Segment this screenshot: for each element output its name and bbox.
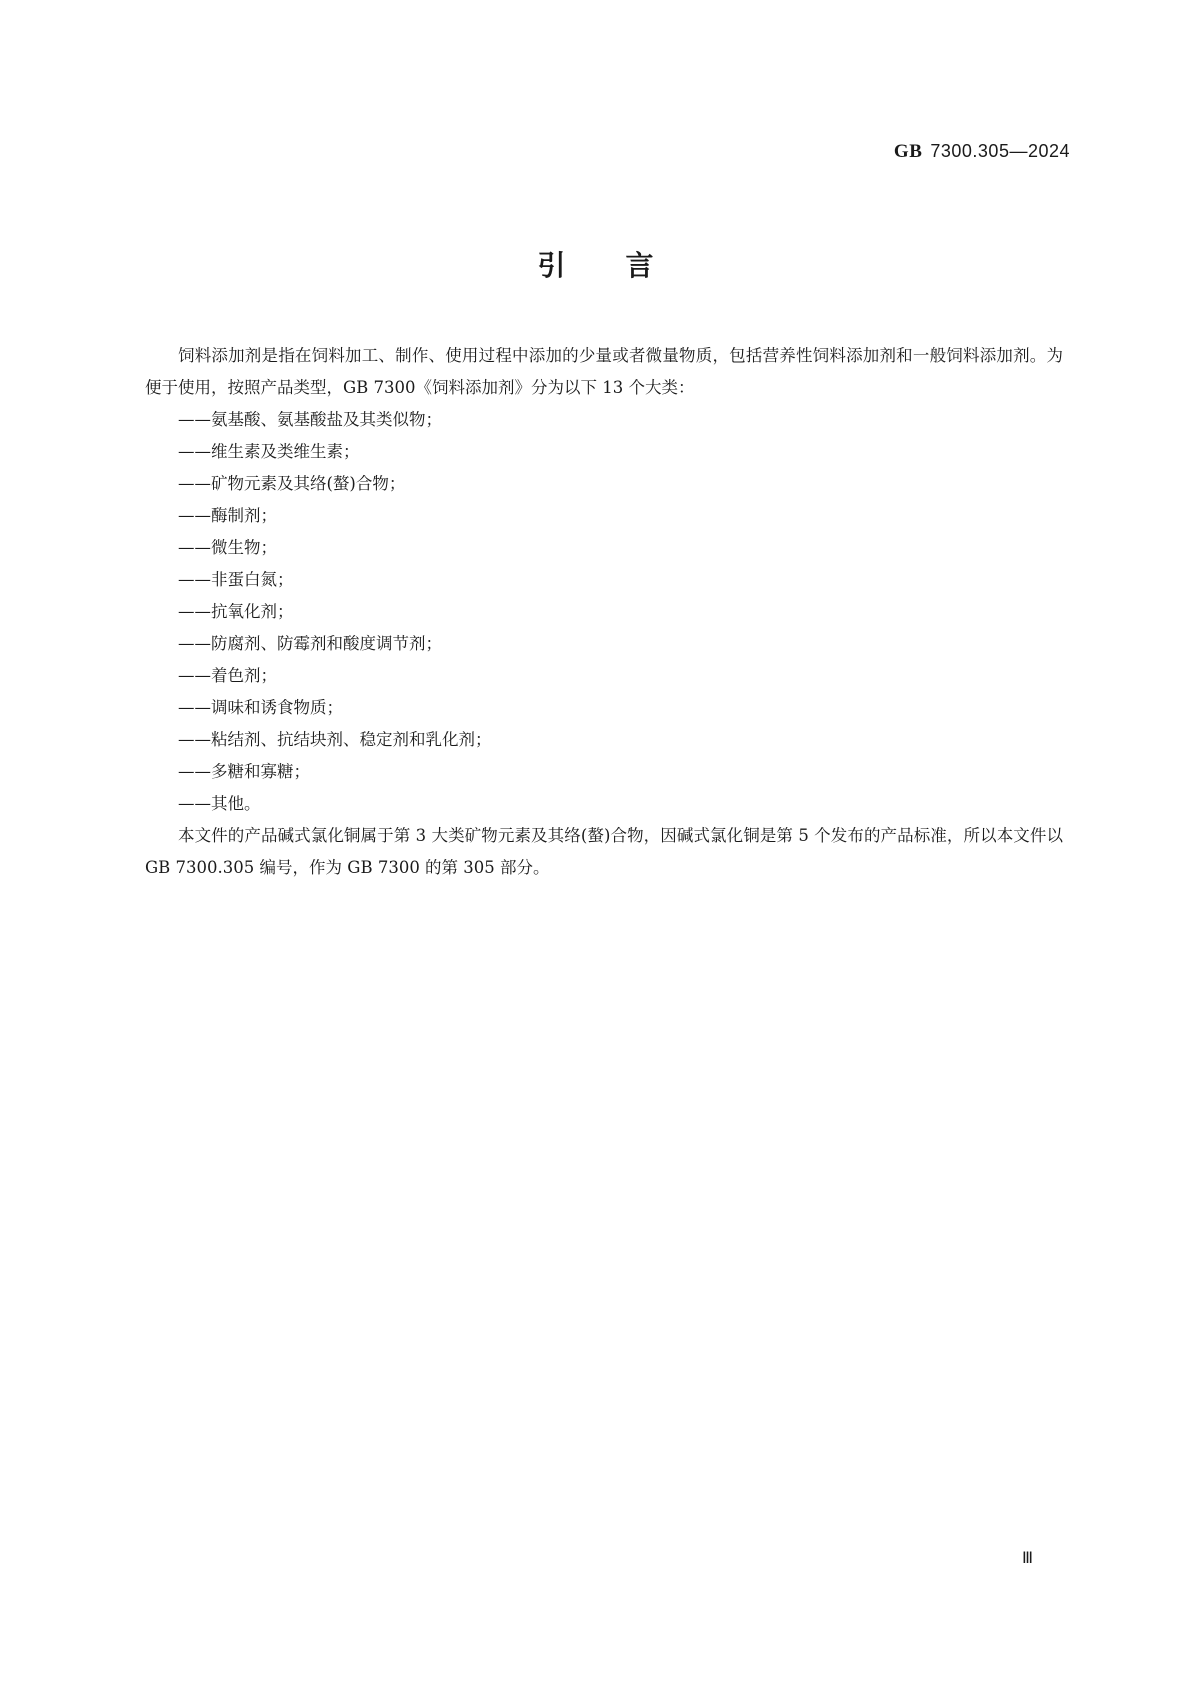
category-item: ——抗氧化剂； xyxy=(178,602,294,621)
category-item: ——非蛋白氮； xyxy=(178,570,294,589)
intro-paragraph: 饲料添加剂是指在饲料加工、制作、使用过程中添加的少量或者微量物质，包括营养性饲料添加剂和一般饲料添加剂。为便于使用，按照产品类型，GB 7300《饲料添加剂》分为以下 13 个大类： xyxy=(145,346,1063,397)
standard-prefix: GB xyxy=(893,141,923,162)
category-item: ——多糖和寡糖； xyxy=(178,762,310,781)
category-item: ——氨基酸、氨基酸盐及其类似物； xyxy=(178,410,442,429)
category-item: ——酶制剂； xyxy=(178,506,277,525)
standard-number: 7300.305—2024 xyxy=(930,141,1070,161)
category-item: ——维生素及类维生素； xyxy=(178,442,360,461)
page-title: 引言 xyxy=(537,249,714,282)
category-item: ——微生物； xyxy=(178,538,277,557)
page-number: Ⅲ xyxy=(1022,1550,1034,1567)
category-item: ——矿物元素及其络(螯)合物； xyxy=(178,474,406,493)
category-item: ——其他。 xyxy=(178,794,261,813)
standard-code-header xyxy=(894,141,1070,163)
closing-paragraph: 本文件的产品碱式氯化铜属于第 3 大类矿物元素及其络(螯)合物，因碱式氯化铜是第 5 个发布的产品标准，所以本文件以 GB 7300.305 编号，作为 GB 7300 的第 305 部分。 xyxy=(145,826,1063,877)
category-item: ——粘结剂、抗结块剂、稳定剂和乳化剂； xyxy=(178,730,492,749)
document-body xyxy=(145,340,1063,884)
category-item: ——防腐剂、防霉剂和酸度调节剂； xyxy=(178,634,442,653)
category-item: ——着色剂； xyxy=(178,666,277,685)
category-item: ——调味和诱食物质； xyxy=(178,698,343,717)
